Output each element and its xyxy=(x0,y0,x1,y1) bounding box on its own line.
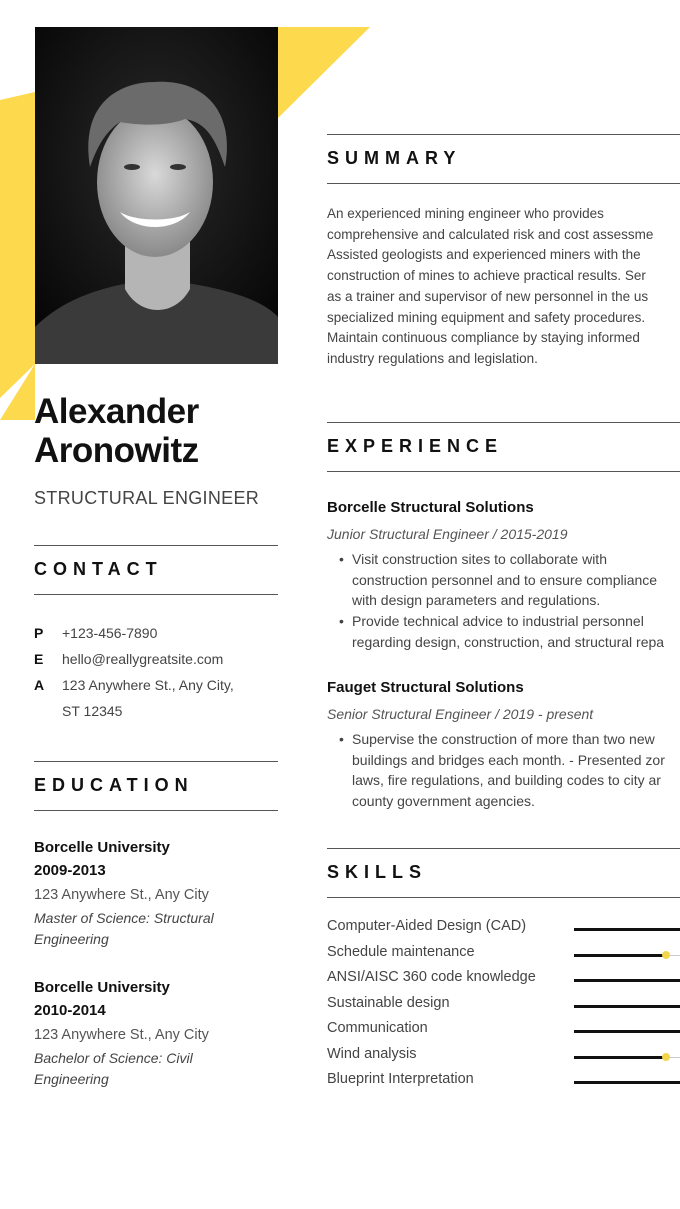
skill-level-dot-icon xyxy=(662,1053,670,1061)
skill-label: Sustainable design xyxy=(327,994,450,1011)
summary-text: An experienced mining engineer who provides comprehensive and calculated risk and cost assessme Assisted geologists and experienced miners with the construction of mines to achieve practical results. Ser as a trainer and supervisor of new personnel in the us specialized mining equipment and safety procedures. Maintain continuous compliance by staying informed industry regulations and legislation. xyxy=(327,206,654,366)
left-yellow-shape xyxy=(0,92,35,398)
bullet-item: • Visit construction sites to collaborate with construction personnel and to ensure compliance with design parameters and regulations. xyxy=(352,549,680,611)
skill-row xyxy=(327,1046,680,1071)
company-name: Fauget Structural Solutions xyxy=(327,679,524,696)
skill-label: Schedule maintenance xyxy=(327,943,475,960)
job-role: Senior Structural Engineer / 2019 - present xyxy=(327,706,594,722)
skill-row xyxy=(327,1020,680,1045)
skill-label: Computer-Aided Design (CAD) xyxy=(327,918,527,934)
company-name: Borcelle Structural Solutions xyxy=(327,499,534,516)
contact-section-heading: CONTACT xyxy=(34,545,278,595)
skill-row xyxy=(327,969,680,994)
candidate-name xyxy=(34,392,199,470)
contact-email: E hello@reallygreatsite.com xyxy=(34,651,224,667)
experience-section-heading: EXPERIENCE xyxy=(327,422,680,472)
skill-label: Blueprint Interpretation xyxy=(327,1071,474,1087)
bullet-item: • Provide technical advice to industrial personnel regarding design, construction, and structural repa xyxy=(352,611,680,652)
summary-section-heading: SUMMARY xyxy=(327,134,680,184)
skill-label: ANSI/AISC 360 code knowledge xyxy=(327,969,536,985)
skill-label: Communication xyxy=(327,1020,428,1036)
education-section-heading: EDUCATION xyxy=(34,761,278,811)
first-name: Alexander xyxy=(34,392,199,431)
contact-address-line2: ST 12345 xyxy=(62,703,123,719)
experience-item xyxy=(327,677,680,812)
contact-address: A 123 Anywhere St., Any City, xyxy=(34,677,234,693)
skill-row xyxy=(327,918,680,943)
profile-photo xyxy=(35,27,278,364)
phone-value: +123-456-7890 xyxy=(62,625,158,641)
top-yellow-shape xyxy=(278,27,370,118)
skills-section-heading: SKILLS xyxy=(327,848,680,898)
address-value: 123 Anywhere St., Any City, xyxy=(62,677,234,693)
skill-label: Wind analysis xyxy=(327,1045,417,1062)
job-role: Junior Structural Engineer / 2015-2019 xyxy=(327,526,568,542)
job-title: STRUCTURAL ENGINEER xyxy=(34,488,260,508)
skill-level-dot-icon xyxy=(662,951,670,959)
last-name: Aronowitz xyxy=(34,431,199,470)
skill-row xyxy=(327,995,680,1020)
skill-row xyxy=(327,1071,680,1096)
skill-row xyxy=(327,944,680,969)
experience-item xyxy=(327,497,680,653)
education-item: Borcelle University 2009-2013 123 Anywhere St., Any City Master of Science: Structural Engineering xyxy=(34,839,214,947)
education-item: Borcelle University 2010-2014 123 Anywhere St., Any City Bachelor of Science: Civil Engineering xyxy=(34,979,209,1087)
contact-phone: P +123-456-7890 xyxy=(34,625,158,641)
email-value: hello@reallygreatsite.com xyxy=(62,651,224,667)
bullet-item: • Supervise the construction of more than two new buildings and bridges each month. - Presented zor laws, fire regulations, and building codes to city ar county government agencies. xyxy=(352,729,680,812)
